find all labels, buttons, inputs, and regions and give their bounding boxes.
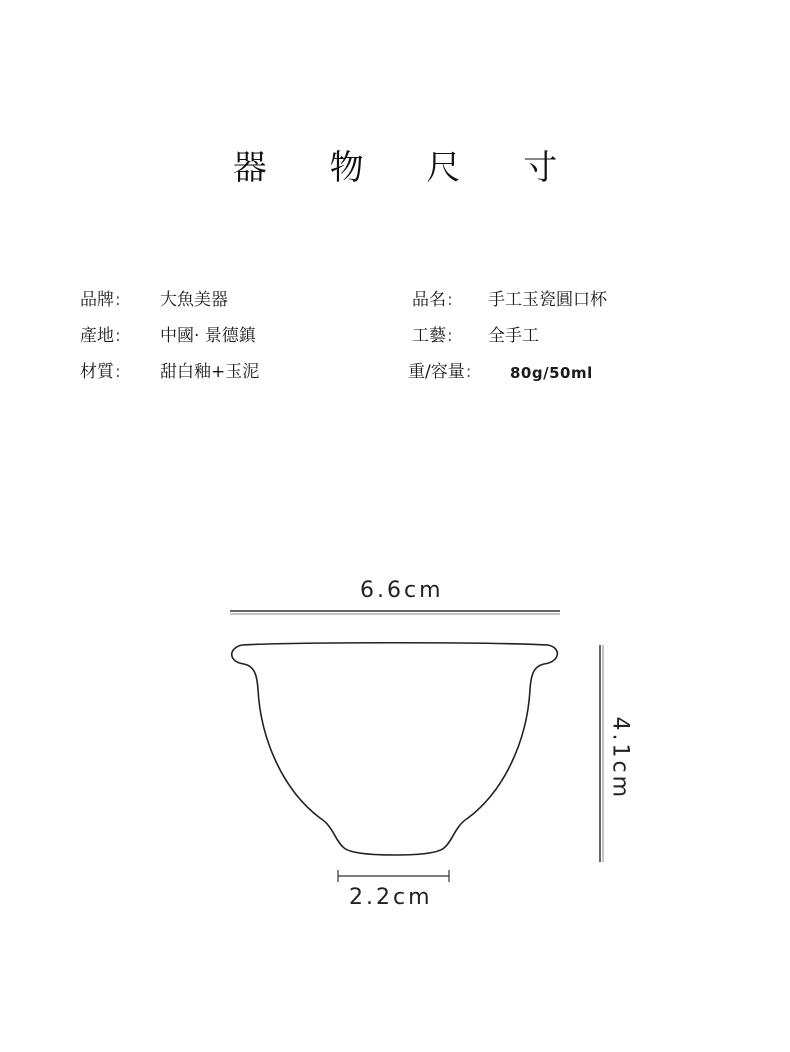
spec-material-label: 材質 [80, 362, 114, 382]
page-title: 器 物 尺 寸 [232, 148, 584, 188]
spec-craft-value: 全手工 [488, 326, 539, 346]
spec-material-value: 甜白釉+玉泥 [160, 362, 260, 382]
spec-colon: : [447, 290, 453, 310]
spec-brand-value: 大魚美器 [160, 290, 228, 310]
spec-brand-label: 品牌 [80, 290, 114, 310]
spec-name-label: 品名 [412, 290, 446, 310]
spec-colon: : [465, 362, 472, 382]
spec-origin-label: 產地 [80, 326, 114, 346]
width-dimension-label: 6.6cm [360, 578, 444, 603]
base-dimension-label: 2.2cm [349, 885, 433, 910]
cup-outline [232, 643, 558, 855]
spec-colon: : [115, 362, 121, 382]
spec-colon: : [447, 326, 453, 346]
spec-colon: : [115, 290, 121, 310]
spec-weight-value: 80g/50ml [510, 364, 593, 382]
spec-name-value: 手工玉瓷圓口杯 [488, 290, 607, 310]
spec-weight-label: 重/容量 [408, 362, 465, 382]
spec-colon: : [115, 326, 121, 346]
spec-origin-value: 中國· 景德鎮 [160, 326, 256, 346]
height-dimension-label: 4.1cm [607, 716, 633, 801]
spec-craft-label: 工藝 [412, 326, 446, 346]
